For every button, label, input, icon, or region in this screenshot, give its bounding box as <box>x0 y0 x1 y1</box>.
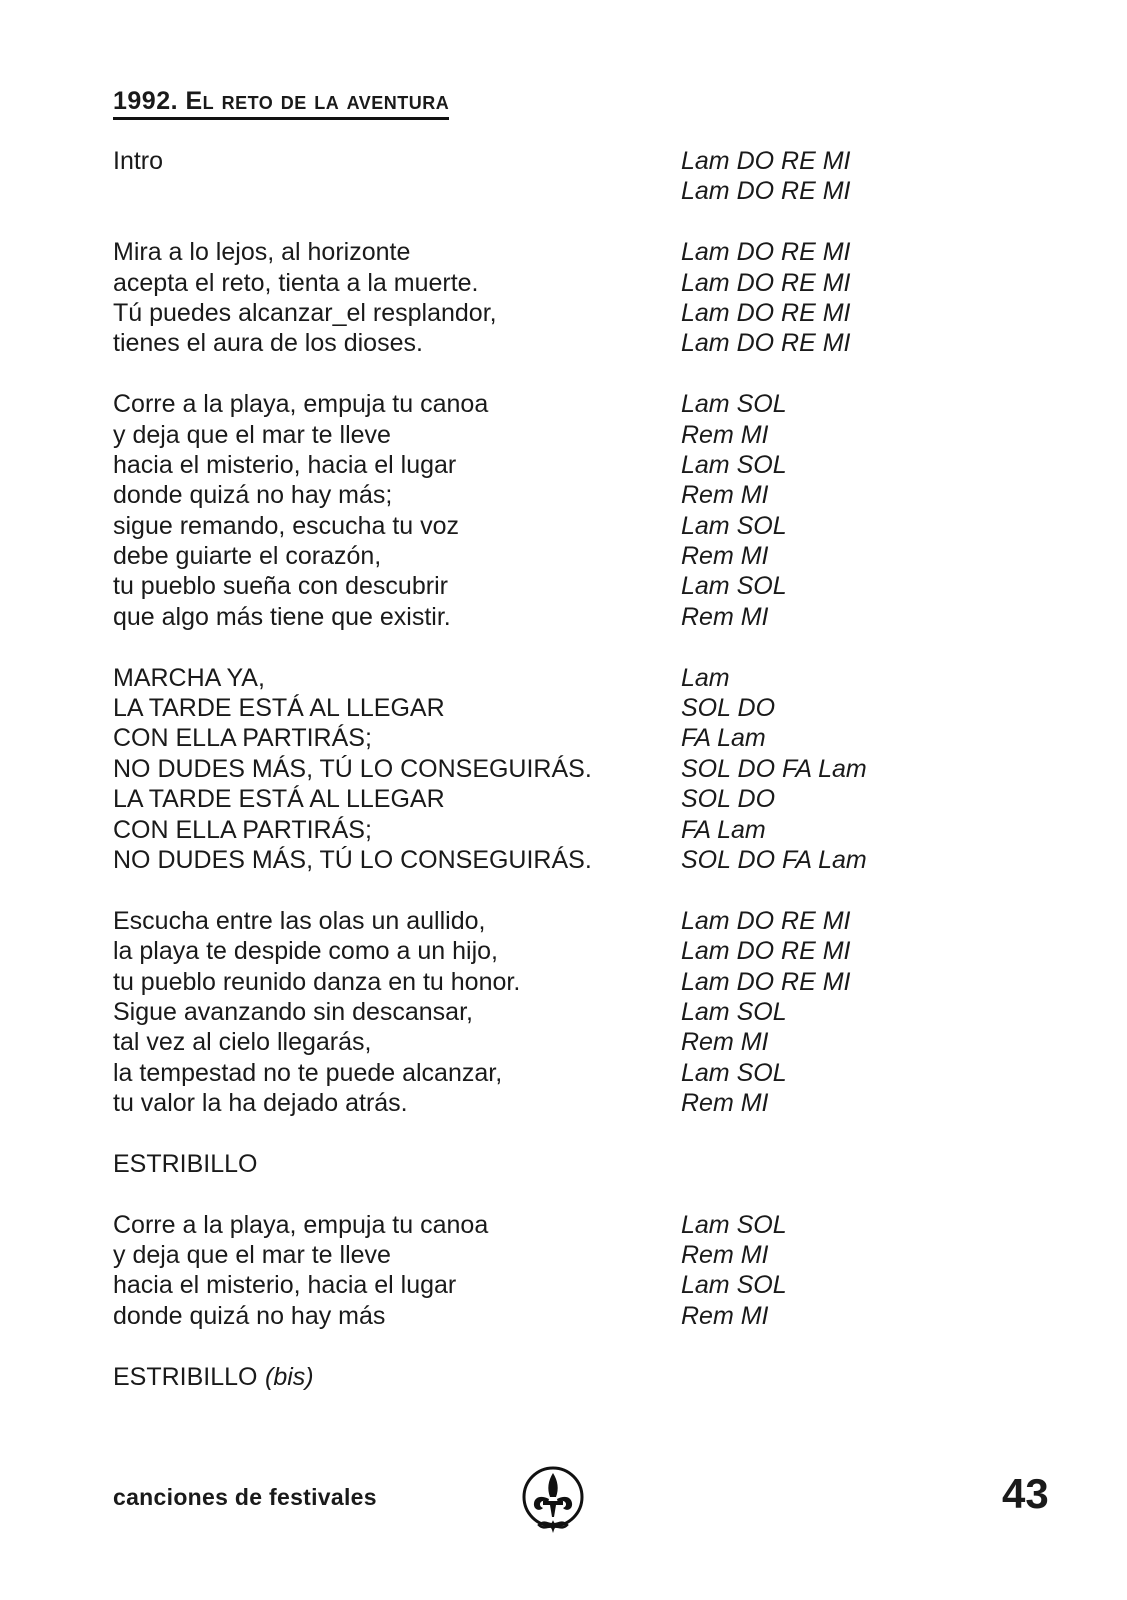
song-line <box>113 420 1013 450</box>
stanza-spacer <box>113 207 1013 237</box>
chord-text: SOL DO FA Lam <box>681 845 867 874</box>
lyric-text: Intro <box>113 147 164 175</box>
lyric-text: donde quizá no hay más; <box>113 481 393 510</box>
song-line <box>113 1088 1013 1118</box>
song-line <box>113 1301 1013 1331</box>
lyric-text: la tempestad no te puede alcanzar, <box>113 1058 503 1087</box>
lyric-text: donde quizá no hay más <box>113 1301 386 1330</box>
song-line <box>113 754 1013 784</box>
song-line <box>113 298 1013 328</box>
stanza-spacer <box>113 1331 1013 1361</box>
lyric-text: y deja que el mar te lleve <box>113 1241 391 1270</box>
chord-text: Lam SOL <box>681 1210 787 1239</box>
chord-text: Lam SOL <box>681 390 787 419</box>
lyric-text: debe guiarte el corazón, <box>113 542 382 571</box>
chord-text: Rem MI <box>681 1241 769 1270</box>
chord-text: Lam DO RE MI <box>681 147 851 175</box>
chord-text: Rem MI <box>681 1301 769 1330</box>
lyric-text: Corre a la playa, empuja tu canoa <box>113 1210 489 1239</box>
lyric-text: Mira a lo lejos, al horizonte <box>113 238 411 267</box>
song-line <box>113 1149 1013 1179</box>
song-lines <box>113 146 1013 1392</box>
lyric-text: hacia el misterio, hacia el lugar <box>113 1271 457 1300</box>
lyric-text: tal vez al cielo llegarás, <box>113 1028 372 1057</box>
chord-text: Lam <box>681 663 730 692</box>
chord-text: Lam DO RE MI <box>681 177 851 206</box>
chord-text: Lam DO RE MI <box>681 967 851 996</box>
chord-text: Lam SOL <box>681 997 787 1026</box>
song-line <box>113 663 1013 693</box>
lyric-text: CON ELLA PARTIRÁS; <box>113 724 372 753</box>
chord-text: SOL DO <box>681 694 776 723</box>
chord-text: Rem MI <box>681 420 769 449</box>
lyric-text: que algo más tiene que existir. <box>113 602 451 631</box>
stanza-spacer <box>113 359 1013 389</box>
song-line <box>113 602 1013 632</box>
lyric-text: ESTRIBILLO <box>113 1149 258 1178</box>
song-line <box>113 176 1013 206</box>
lyric-text: y deja que el mar te lleve <box>113 420 391 449</box>
song-line <box>113 967 1013 997</box>
song-line <box>113 389 1013 419</box>
lyric-text: acepta el reto, tienta a la muerte. <box>113 268 479 297</box>
lyric-note: (bis) <box>265 1362 314 1391</box>
chord-text: Lam SOL <box>681 511 787 540</box>
lyric-text: hacia el misterio, hacia el lugar <box>113 450 457 479</box>
chord-text: SOL DO <box>681 785 776 814</box>
song-line <box>113 997 1013 1027</box>
song-line <box>113 936 1013 966</box>
song-line <box>113 237 1013 267</box>
stanza-spacer <box>113 1179 1013 1209</box>
lyric-text: tu pueblo sueña con descubrir <box>113 572 448 601</box>
stanza-spacer <box>113 632 1013 662</box>
lyric-text: Sigue avanzando sin descansar, <box>113 997 473 1026</box>
chord-text: Rem MI <box>681 481 769 510</box>
chord-text: Rem MI <box>681 542 769 571</box>
song-line <box>113 1270 1013 1300</box>
song-line <box>113 784 1013 814</box>
song-line <box>113 845 1013 875</box>
song-line <box>113 815 1013 845</box>
song-line <box>113 146 1013 176</box>
chord-text: Rem MI <box>681 1028 769 1057</box>
song-line <box>113 693 1013 723</box>
song-line <box>113 511 1013 541</box>
lyric-text: tu valor la ha dejado atrás. <box>113 1089 408 1118</box>
chord-text: FA Lam <box>681 815 766 844</box>
lyric-text: Tú puedes alcanzar_el resplandor, <box>113 298 497 327</box>
chord-text: Lam DO RE MI <box>681 329 851 358</box>
lyric-text: tu pueblo reunido danza en tu honor. <box>113 967 521 996</box>
song-line <box>113 1362 1013 1392</box>
chord-text: Lam DO RE MI <box>681 937 851 966</box>
song-line <box>113 723 1013 753</box>
chord-text: Rem MI <box>681 602 769 631</box>
song-line <box>113 480 1013 510</box>
stanza-spacer <box>113 1119 1013 1149</box>
song-line <box>113 1210 1013 1240</box>
song-line <box>113 1058 1013 1088</box>
chord-text: Lam DO RE MI <box>681 298 851 327</box>
stanza-spacer <box>113 875 1013 905</box>
lyric-text: NO DUDES MÁS, TÚ LO CONSEGUIRÁS. <box>113 845 592 874</box>
page-number: 43 <box>1002 1470 1049 1517</box>
lyric-text: sigue remando, escucha tu voz <box>113 511 460 540</box>
lyric-text: la playa te despide como a un hijo, <box>113 937 498 966</box>
chord-text: FA Lam <box>681 724 766 753</box>
chord-text: SOL DO FA Lam <box>681 754 867 783</box>
chord-text: Lam DO RE MI <box>681 238 851 267</box>
song-line <box>113 906 1013 936</box>
chord-text: Lam SOL <box>681 1058 787 1087</box>
lyric-text: Escucha entre las olas un aullido, <box>113 906 486 935</box>
song-line <box>113 268 1013 298</box>
lyric-text: tienes el aura de los dioses. <box>113 329 423 358</box>
song-line <box>113 541 1013 571</box>
chord-text: Lam SOL <box>681 572 787 601</box>
fleur-de-lis-scout-emblem-icon <box>521 1465 585 1537</box>
page-title: 1992. El reto de la aventura <box>113 86 449 120</box>
chord-text: Lam DO RE MI <box>681 906 851 935</box>
song-line <box>113 328 1013 358</box>
song-line <box>113 571 1013 601</box>
lyric-text: MARCHA YA, <box>113 663 265 692</box>
chord-text: Rem MI <box>681 1089 769 1118</box>
chord-text: Lam SOL <box>681 450 787 479</box>
lyric-text: LA TARDE ESTÁ AL LLEGAR <box>113 785 445 814</box>
lyric-text: NO DUDES MÁS, TÚ LO CONSEGUIRÁS. <box>113 754 592 783</box>
song-line <box>113 1027 1013 1057</box>
chord-text: Lam DO RE MI <box>681 268 851 297</box>
chord-text: Lam SOL <box>681 1271 787 1300</box>
song-line <box>113 450 1013 480</box>
song-line <box>113 1240 1013 1270</box>
lyric-text: Corre a la playa, empuja tu canoa <box>113 390 489 419</box>
footer-section-title: canciones de festivales <box>113 1484 377 1510</box>
lyric-text: ESTRIBILLO <box>113 1362 258 1391</box>
lyric-text: LA TARDE ESTÁ AL LLEGAR <box>113 694 445 723</box>
lyric-text: CON ELLA PARTIRÁS; <box>113 815 372 844</box>
